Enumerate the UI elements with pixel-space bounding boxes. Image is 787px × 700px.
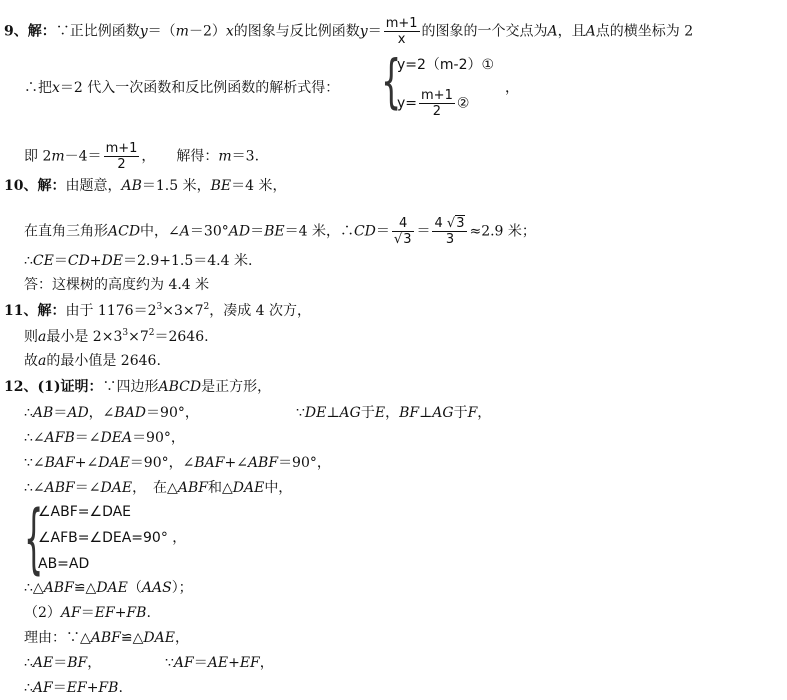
q12-line-4 — [24, 454, 331, 472]
text: 于 — [360, 405, 375, 421]
var: DEA — [100, 430, 133, 446]
text: ≌△ — [73, 580, 97, 596]
var: EF — [94, 605, 115, 621]
text: ， — [259, 655, 274, 671]
text: ， — [174, 630, 189, 646]
q12-system-eq-2 — [38, 529, 186, 547]
fraction-denominator — [392, 232, 415, 247]
text: ＝（ — [147, 23, 176, 40]
q9-number: 9、 — [4, 23, 28, 40]
text: 于 — [453, 405, 468, 421]
text: ＝ — [80, 605, 95, 621]
fraction-denominator: x — [397, 32, 406, 47]
var: EF — [66, 680, 87, 696]
var: ABCD — [158, 379, 202, 395]
fraction-numerator: m+1 — [421, 88, 453, 103]
fraction — [392, 216, 415, 247]
var: AE — [207, 655, 229, 671]
text: 是正方形， — [201, 379, 272, 395]
var: AG — [432, 405, 454, 421]
var: DAE — [232, 480, 265, 496]
q9-system-eq-2 — [397, 88, 469, 119]
fraction-numerator — [432, 216, 467, 232]
text: 理由：∵△ — [24, 630, 91, 646]
text: ＝ — [52, 680, 67, 696]
q12-line-1 — [4, 378, 271, 396]
var: AD — [228, 223, 251, 240]
q9-line-1 — [4, 16, 693, 47]
text: ＝ — [416, 223, 431, 240]
text: ×7 — [128, 329, 149, 345]
var: EF — [239, 655, 260, 671]
exponent: 3 — [156, 302, 163, 312]
var: ABF — [43, 580, 74, 596]
var: CD — [67, 253, 90, 269]
text: ）； — [171, 580, 193, 596]
q12-proof-head: (1)证明： — [37, 379, 103, 395]
text: ＝ — [367, 23, 382, 40]
var: AF — [173, 655, 194, 671]
left-brace-icon: { — [24, 493, 44, 582]
q10-number: 10、 — [4, 178, 38, 194]
fraction — [432, 216, 467, 247]
var: AD — [67, 405, 89, 421]
fraction-denominator: 2 — [432, 104, 442, 119]
q11-number: 11、 — [4, 303, 38, 319]
var: AG — [339, 405, 361, 421]
var: FB — [98, 680, 119, 696]
var: AF — [60, 605, 81, 621]
q11-solution-head: 解： — [37, 303, 66, 319]
text: 由于 1176＝2 — [65, 303, 157, 319]
text: ＝ — [53, 655, 68, 671]
text: ∴ — [24, 405, 33, 421]
text: 即 2 — [24, 148, 52, 165]
text: ∴△ — [24, 580, 44, 596]
text: ＝ — [375, 223, 390, 240]
exponent: 2 — [148, 328, 155, 338]
text: ＝2646. — [154, 329, 209, 345]
var: ABF — [177, 480, 208, 496]
var: m — [218, 148, 232, 165]
var: F — [467, 405, 478, 421]
q10-line-2 — [24, 216, 536, 247]
text: 故 — [24, 353, 38, 369]
var: DE — [304, 405, 327, 421]
var: CD — [353, 223, 376, 240]
var: x — [225, 23, 234, 40]
var: BAF — [44, 455, 75, 471]
text: ＝ — [193, 655, 208, 671]
text: ∴ — [24, 655, 33, 671]
var: a — [38, 353, 47, 369]
var: AAS — [141, 580, 172, 596]
fraction-numerator: 4 — [392, 216, 415, 232]
text: ∴ — [24, 680, 33, 696]
var: DAE — [98, 455, 130, 471]
fraction-denominator: 3 — [445, 232, 455, 247]
var: m — [175, 23, 189, 40]
text: +∠ — [224, 455, 248, 471]
text: ，∠ — [88, 405, 115, 421]
text: ＝4 米，∴ — [284, 223, 354, 240]
q11-line-2 — [24, 328, 209, 346]
var: DE — [101, 253, 123, 269]
exponent: 3 — [122, 328, 129, 338]
q12-system-eq-1: ∠ABF=∠DAE — [38, 504, 132, 520]
text: ∵ — [296, 405, 305, 421]
q10-line-3 — [24, 252, 252, 270]
text: ＝90°， — [132, 430, 185, 446]
fraction — [384, 16, 420, 47]
text: 最小是 2×3 — [46, 329, 123, 345]
text: ＝4 米， — [231, 178, 287, 194]
q10-solution-head: 解： — [37, 178, 66, 194]
text: ，且 — [557, 23, 586, 40]
q12-line-9-right — [165, 654, 274, 672]
q12-line-10 — [24, 679, 123, 697]
var: AF — [32, 680, 53, 696]
q12-line-3 — [24, 429, 185, 447]
var: AB — [121, 178, 142, 194]
var: BE — [210, 178, 232, 194]
text: ， — [477, 405, 492, 421]
text: ≈2.9 米； — [469, 223, 536, 240]
q9-solution-head: 解： — [27, 23, 56, 40]
q11-line-3 — [24, 352, 161, 370]
text: （2） — [24, 605, 61, 621]
text: ， — [385, 405, 400, 421]
text: 和△ — [207, 480, 233, 496]
text: ∴∠ — [24, 480, 45, 496]
var: A — [179, 223, 190, 240]
q9-line-3 — [24, 141, 259, 172]
text: ＝2 代入一次函数和反比例函数的解析式得： — [59, 80, 340, 96]
q12-line-2 — [24, 404, 199, 422]
text: －4＝ — [64, 148, 102, 165]
var: DAE — [96, 580, 128, 596]
text: ， 解得： — [141, 148, 219, 165]
var: BE — [264, 223, 285, 240]
text: 则 — [24, 329, 38, 345]
var: E — [374, 405, 386, 421]
text: 由题意， — [65, 178, 122, 194]
var: A — [547, 23, 558, 40]
var: AE — [32, 655, 54, 671]
text: . — [146, 605, 151, 621]
text: ⊥ — [419, 405, 433, 421]
text: ＝90°， — [146, 405, 199, 421]
fraction — [419, 88, 455, 119]
q9-system-eq-1: y=2（m-2）① — [397, 57, 495, 73]
var: A — [585, 23, 596, 40]
q12-line-2-right — [296, 404, 491, 422]
var: ABF — [247, 455, 279, 471]
var: CE — [32, 253, 54, 269]
text: 的图象的一个交点为 — [421, 23, 548, 40]
q12-line-8 — [24, 629, 189, 647]
var: AFB — [44, 430, 75, 446]
text: 中，∠ — [140, 223, 180, 240]
q11-line-1 — [4, 302, 311, 320]
text: ，凑成 4 次方， — [209, 303, 312, 319]
text: 点的横坐标为 2 — [595, 23, 694, 40]
q12-line-9 — [24, 654, 101, 672]
q12-number: 12、 — [4, 379, 38, 395]
text: ∴∠ — [24, 430, 45, 446]
var: y — [139, 23, 148, 40]
text: ＝ — [53, 253, 68, 269]
text: 中， — [264, 480, 293, 496]
text: ∵ — [165, 655, 174, 671]
var: AB — [32, 405, 54, 421]
q12-line-5 — [24, 479, 292, 497]
q10-answer: 答：这棵树的高度约为 4.4 米 — [24, 277, 210, 293]
left-brace-icon: { — [381, 47, 402, 115]
q9-line-2-end: ， — [505, 80, 519, 96]
text: ＝90°，∠ — [129, 455, 195, 471]
var: m — [51, 148, 65, 165]
text: ＝2.9+1.5＝4.4 米. — [122, 253, 253, 269]
text: ＝∠ — [74, 480, 101, 496]
text: （ — [127, 580, 142, 596]
text: + — [86, 680, 99, 696]
text: 在直角三角形 — [24, 223, 108, 240]
text: ② — [456, 95, 470, 112]
text: 4 — [434, 216, 443, 231]
text: y= — [397, 95, 418, 112]
var: DAE — [100, 480, 133, 496]
q12-line-6 — [24, 579, 193, 597]
text: ∵四边形 — [102, 379, 159, 395]
text: ＝1.5 米， — [141, 178, 211, 194]
fraction-numerator: m+1 — [385, 16, 418, 31]
text: ∴把 — [24, 80, 52, 96]
var: BAF — [194, 455, 225, 471]
fraction-numerator: m+1 — [105, 141, 138, 156]
var: ABF — [90, 630, 121, 646]
var: y — [359, 23, 368, 40]
sqrt-sign: √3 — [393, 232, 412, 247]
text: + — [89, 253, 102, 269]
text: ∠AFB=∠DEA=90° — [38, 530, 168, 546]
sqrt-sign: √3 — [446, 216, 465, 231]
fraction-denominator: 2 — [117, 157, 126, 172]
var: FB — [126, 605, 147, 621]
text: ×3×7 — [162, 303, 204, 319]
q12-system-eq-3: AB=AD — [38, 556, 90, 572]
text: ＝∠ — [74, 430, 101, 446]
text: ＝3. — [231, 148, 260, 165]
var: BAD — [114, 405, 147, 421]
text: ＝90°， — [278, 455, 331, 471]
text: －2） — [188, 23, 226, 40]
radicand: 3 — [456, 216, 465, 231]
text: ＝30° — [189, 223, 229, 240]
q12-line-7 — [24, 604, 151, 622]
var: BF — [399, 405, 420, 421]
text: ≌△ — [120, 630, 144, 646]
exponent: 2 — [203, 302, 210, 312]
fraction — [104, 141, 140, 172]
text: ＝ — [250, 223, 265, 240]
var: a — [38, 329, 47, 345]
text: + — [228, 655, 240, 671]
text: ， — [87, 655, 102, 671]
var: ABF — [44, 480, 75, 496]
var: x — [52, 80, 60, 96]
text: ∵∠ — [24, 455, 45, 471]
text: ， — [172, 530, 187, 546]
text: ∵正比例函数 — [55, 23, 140, 40]
text: ⊥ — [326, 405, 340, 421]
text: . — [118, 680, 123, 696]
text: ， 在△ — [132, 480, 178, 496]
var: ACD — [108, 223, 141, 240]
text: +∠ — [74, 455, 99, 471]
text: ∴ — [24, 253, 33, 269]
var: BF — [67, 655, 88, 671]
text: ＝ — [53, 405, 68, 421]
q9-line-2 — [24, 79, 339, 97]
var: DAE — [143, 630, 175, 646]
text: + — [114, 605, 127, 621]
text: 的最小值是 2646. — [46, 353, 161, 369]
text: 的图象与反比例函数 — [233, 23, 360, 40]
radicand: 3 — [403, 232, 412, 247]
q10-line-1 — [4, 177, 286, 195]
